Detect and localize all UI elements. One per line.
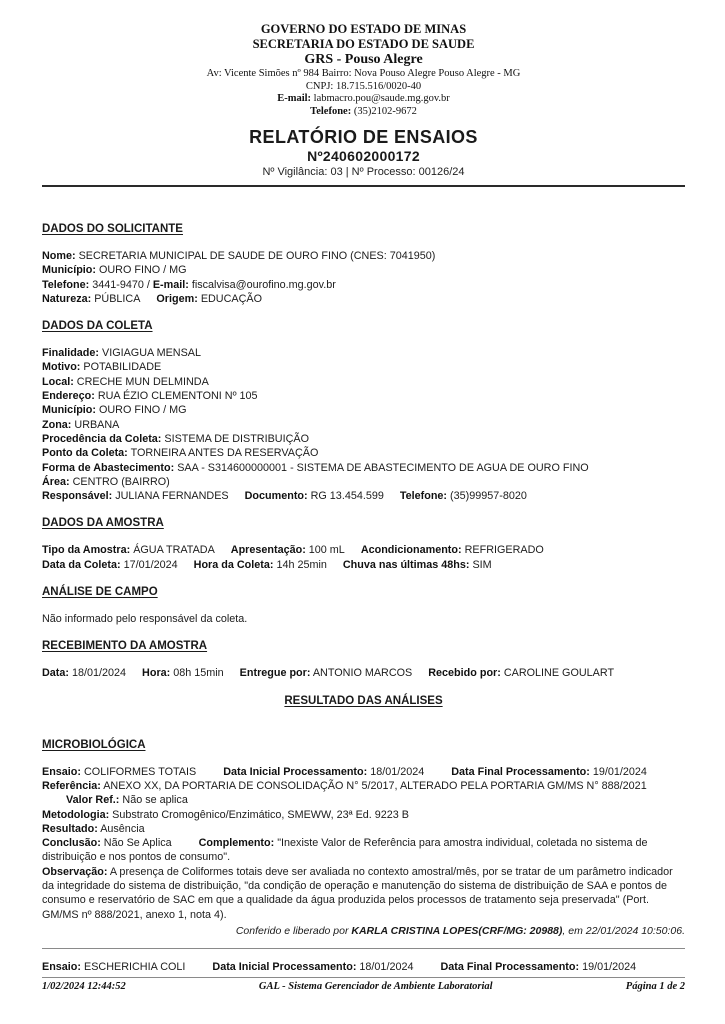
row-recebimento — [42, 666, 685, 680]
row-tipo-amostra — [42, 543, 685, 557]
phone-value: (35)2102-9672 — [353, 105, 417, 117]
header-divider — [42, 185, 685, 187]
heading-resultado-analises: RESULTADO DAS ANÁLISES — [284, 694, 443, 707]
field-value: ESCHERICHIA COLI — [84, 961, 186, 974]
field-value: PÚBLICA — [94, 292, 141, 305]
report-title: RELATÓRIO DE ENSAIOS — [249, 127, 478, 147]
field-label: Data Inicial Processamento: — [212, 961, 357, 974]
field-value: POTABILIDADE — [83, 361, 162, 374]
row-endereco — [42, 389, 685, 403]
field-value: 19/01/2024 — [592, 765, 647, 778]
row-municipio-coleta — [42, 403, 685, 417]
letterhead-phone-line — [42, 106, 685, 119]
field-label: Município: — [42, 404, 96, 417]
section-dados-amostra — [42, 516, 685, 572]
title-block — [42, 126, 685, 180]
field-label: Endereço: — [42, 390, 95, 403]
section-dados-solicitante — [42, 222, 685, 306]
row-motivo — [42, 360, 685, 374]
letterhead-grs-line: GRS - Pouso Alegre — [304, 52, 423, 67]
row-zona — [42, 418, 685, 432]
heading-dados-coleta: DADOS DA COLETA — [42, 320, 153, 333]
field-value: Ausência — [100, 822, 145, 835]
letterhead-secretaria-line: SECRETARIA DO ESTADO DE SAUDE — [252, 36, 475, 51]
release-statement — [42, 925, 685, 938]
heading-dados-solicitante: DADOS DO SOLICITANTE — [42, 223, 183, 235]
field-label: Local: — [42, 375, 74, 388]
field-value: SAA - S314600000001 - SISTEMA DE ABASTECIMENTO DE AGUA DE OURO FINO — [177, 461, 589, 474]
field-label: Observação: — [42, 865, 108, 878]
field-label: Data da Coleta: — [42, 558, 121, 571]
row-ponto-coleta — [42, 446, 685, 460]
field-value: 08h 15min — [173, 667, 224, 680]
section-resultado-analises — [42, 694, 685, 975]
ensaio-coliformes-totais — [42, 765, 685, 938]
report-number: Nº240602000172 — [307, 148, 420, 164]
letterhead-cnpj-line: CNPJ: 18.715.516/0020-40 — [305, 80, 422, 92]
field-label: Apresentação: — [230, 544, 306, 557]
row-finalidade — [42, 346, 685, 360]
field-value: 18/01/2024 — [359, 961, 414, 974]
section-analise-campo — [42, 585, 685, 626]
field-value: OURO FINO / MG — [98, 404, 187, 417]
field-value: SIM — [472, 558, 492, 571]
heading-microbiologica: MICROBIOLÓGICA — [42, 738, 146, 751]
release-suffix: , em 22/01/2024 10:50:06. — [562, 924, 685, 937]
field-value: VIGIAGUA MENSAL — [102, 347, 202, 360]
release-analyst-name: KARLA CRISTINA LOPES(CRF/MG: 20988) — [351, 924, 563, 937]
field-value: RUA ÉZIO CLEMENTONI Nº 105 — [97, 390, 258, 403]
section-dados-coleta — [42, 319, 685, 503]
field-value: JULIANA FERNANDES — [115, 490, 229, 503]
heading-analise-campo: ANÁLISE DE CAMPO — [42, 586, 158, 599]
ensaio-divider — [42, 948, 685, 949]
field-value: URBANA — [74, 418, 120, 431]
field-label: Entregue por: — [239, 667, 311, 680]
field-label: Data Final Processamento: — [451, 765, 590, 778]
field-label: Complemento: — [198, 837, 275, 850]
row-metodologia — [42, 808, 685, 822]
field-label: Zona: — [42, 418, 72, 431]
field-value: ANTONIO MARCOS — [312, 667, 413, 680]
field-value: RG 13.454.599 — [310, 490, 384, 503]
field-label: Forma de Abastecimento: — [42, 461, 175, 474]
field-value: CENTRO (BAIRRO) — [72, 475, 170, 488]
field-label: Conclusão: — [42, 837, 101, 850]
field-value: "Inexiste Valor de Referência para amostra individual, coletada no sistema de distribuição e nos pontos de consumo". — [42, 837, 648, 864]
field-label: Nome: — [42, 250, 76, 262]
field-value: TORNEIRA ANTES DA RESERVAÇÃO — [130, 447, 319, 460]
footer-datetime: 1/02/2024 12:44:52 — [42, 981, 126, 992]
heading-dados-amostra: DADOS DA AMOSTRA — [42, 517, 164, 530]
phone-label: Telefone: — [310, 105, 352, 117]
row-telefone-email-solicitante — [42, 278, 685, 292]
section-recebimento — [42, 639, 685, 680]
letterhead-address-line: Av: Vicente Simões nº 984 Bairro: Nova Pouso Alegre Pouso Alegre - MG — [206, 68, 521, 79]
footer-system-name: GAL - Sistema Gerenciador de Ambiente Laboratorial — [258, 981, 493, 992]
row-forma-abastecimento — [42, 461, 685, 475]
field-label: Metodologia: — [42, 808, 110, 821]
field-label: Data Inicial Processamento: — [223, 765, 368, 778]
field-label: Município: — [42, 264, 96, 277]
field-value: 17/01/2024 — [123, 558, 178, 571]
field-label: Chuva nas últimas 48hs: — [342, 558, 470, 571]
field-label: Procedência da Coleta: — [42, 432, 162, 445]
report-meta: Nº Vigilância: 03 | Nº Processo: 00126/24 — [262, 166, 465, 178]
field-label: Responsável: — [42, 490, 113, 503]
field-label: Área: — [42, 475, 70, 488]
field-value: 3441-9470 / — [92, 278, 150, 291]
row-natureza-origem — [42, 292, 685, 306]
field-label: Valor Ref.: — [66, 794, 120, 807]
row-responsavel — [42, 489, 685, 503]
field-label: Natureza: — [42, 292, 92, 305]
field-label: Ponto da Coleta: — [42, 447, 128, 460]
field-label: Resultado: — [42, 822, 98, 835]
field-value: COLIFORMES TOTAIS — [84, 765, 197, 778]
field-label: Data: — [42, 667, 69, 680]
field-value: 18/01/2024 — [72, 667, 127, 680]
letterhead-email-line — [42, 93, 685, 106]
field-label: Telefone: — [42, 278, 90, 291]
letterhead — [42, 22, 685, 118]
row-local — [42, 375, 685, 389]
release-prefix: Conferido e liberado por — [235, 924, 352, 937]
row-area — [42, 475, 685, 489]
row-conclusao — [42, 836, 685, 865]
field-label: E-mail: — [152, 278, 189, 291]
row-ensaio2-header — [42, 960, 685, 974]
field-label: Telefone: — [399, 490, 448, 503]
field-value: SECRETARIA MUNICIPAL DE SAUDE DE OURO FINO (CNES: 7041950) — [78, 250, 436, 262]
page-footer — [42, 977, 685, 992]
field-label: Tipo da Amostra: — [42, 544, 131, 557]
email-value: labmacro.pou@saude.mg.gov.br — [313, 93, 450, 104]
row-analise-campo-text: Não informado pelo responsável da coleta. — [42, 613, 248, 626]
row-referencia — [42, 779, 685, 808]
field-label: Referência: — [42, 779, 101, 792]
row-observacao — [42, 865, 685, 922]
field-value: 19/01/2024 — [582, 961, 637, 974]
field-value: (35)99957-8020 — [450, 490, 527, 503]
field-value: ÁGUA TRATADA — [133, 544, 215, 557]
field-label: Acondicionamento: — [360, 544, 462, 557]
row-nome — [42, 249, 685, 263]
field-value: ANEXO XX, DA PORTARIA DE CONSOLIDAÇÃO N° 5/2017, ALTERADO PELA PORTARIA GM/MS N° 888/2021 — [103, 779, 647, 792]
field-value: EDUCAÇÃO — [200, 292, 263, 305]
field-value: Não Se Aplica — [103, 837, 172, 850]
row-municipio-solicitante — [42, 263, 685, 277]
field-label: Hora da Coleta: — [193, 558, 274, 571]
ensaio-escherichia-coli — [42, 960, 685, 974]
row-procedencia — [42, 432, 685, 446]
field-value: CRECHE MUN DELMINDA — [76, 375, 209, 388]
field-value: 18/01/2024 — [370, 765, 425, 778]
row-resultado — [42, 822, 685, 836]
field-value: fiscalvisa@ourofino.mg.gov.br — [191, 278, 336, 291]
field-value: Substrato Cromogênico/Enzimático, SMEWW, 23ª Ed. 9223 B — [112, 808, 410, 821]
field-value: CAROLINE GOULART — [503, 667, 615, 680]
field-label: Data Final Processamento: — [440, 961, 580, 974]
field-value: 14h 25min — [276, 558, 327, 571]
letterhead-gov-line: GOVERNO DO ESTADO DE MINAS — [260, 22, 467, 36]
field-label: Ensaio: — [42, 961, 81, 974]
field-value: Não se aplica — [122, 794, 188, 807]
footer-page-number: Página 1 de 2 — [625, 981, 685, 992]
field-value: 100 mL — [308, 544, 345, 557]
heading-recebimento: RECEBIMENTO DA AMOSTRA — [42, 640, 208, 653]
field-value: REFRIGERADO — [464, 544, 544, 557]
field-label: Hora: — [142, 667, 171, 680]
email-label: E-mail: — [277, 93, 312, 104]
field-value: A presença de Coliformes totais deve ser avaliada no contexto amostral/mês, por se tratar de um parâmetro indicador da integridade do sistema de distribuição, "da condição de operação e manutenção do sistema de distribuição de SAA e pontos de consumo e reservatório de SAC em que a qualidade da água produzida pelos processos de tratamento seja preservada" (Port. GM/MS nº 888/2021, anexo 1, nota 4). — [42, 865, 673, 921]
row-ensaio1-header — [42, 765, 685, 779]
field-value: SISTEMA DE DISTRIBUIÇÃO — [164, 432, 309, 445]
field-label: Ensaio: — [42, 765, 81, 778]
field-value: OURO FINO / MG — [98, 264, 187, 277]
row-data-coleta — [42, 558, 685, 572]
field-label: Finalidade: — [42, 347, 99, 360]
field-label: Origem: — [156, 292, 198, 305]
field-label: Documento: — [244, 490, 308, 503]
field-label: Recebido por: — [428, 667, 501, 680]
field-label: Motivo: — [42, 361, 81, 374]
